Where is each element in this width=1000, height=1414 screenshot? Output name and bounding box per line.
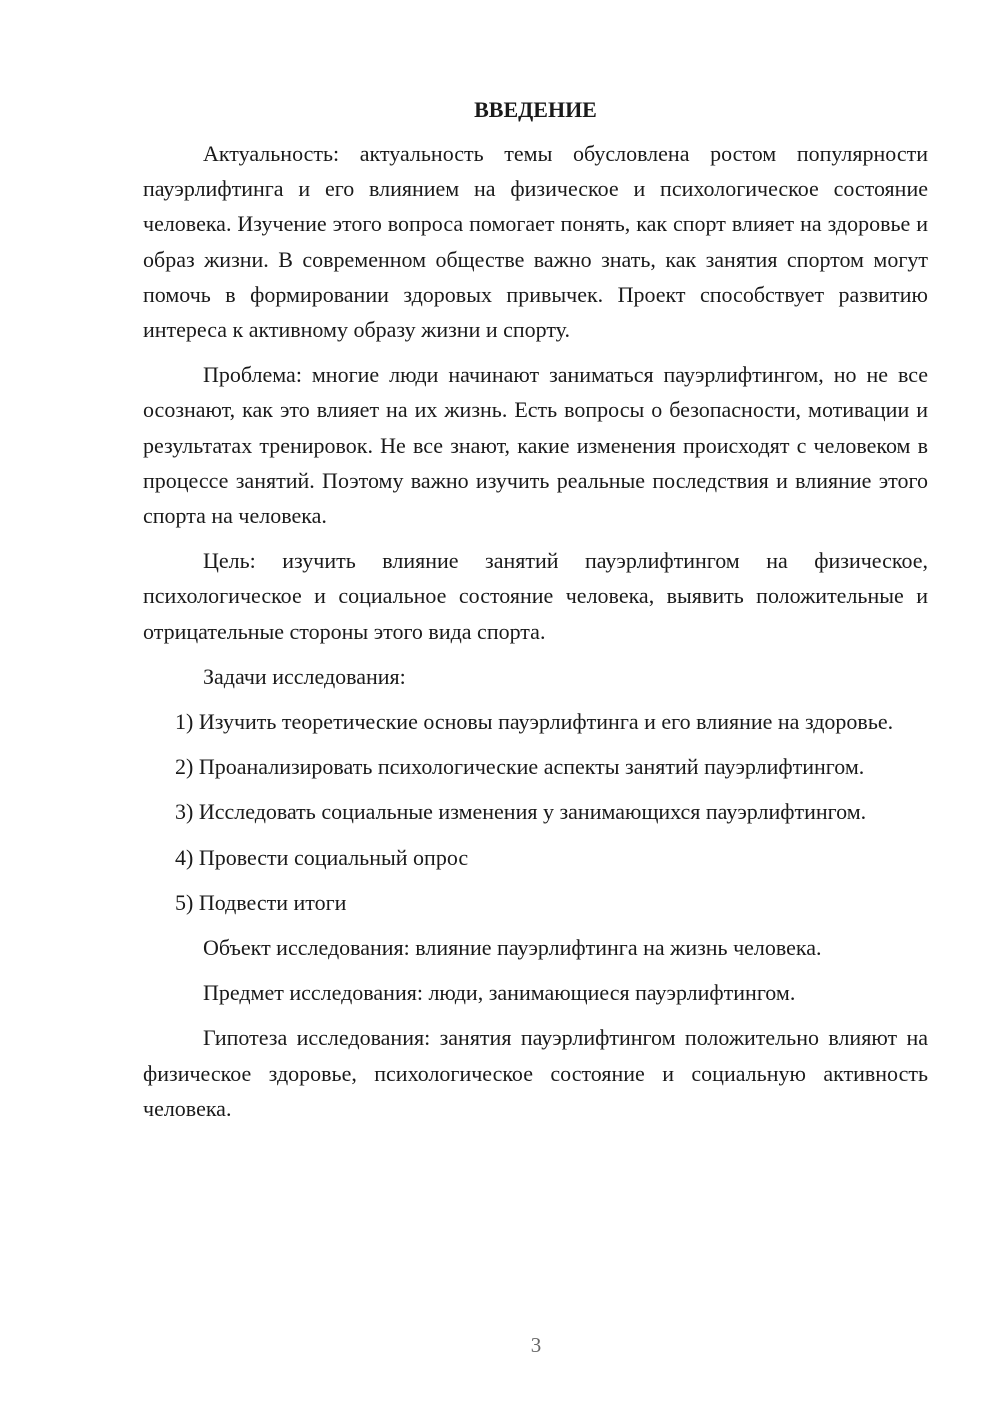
- task-item-5: 5) Подвести итоги: [175, 889, 347, 915]
- section-title: ВВЕДЕНИЕ: [474, 97, 597, 122]
- subject-paragraph: Предмет исследования: люди, занимающиеся пауэрлифтингом.: [203, 980, 796, 1006]
- task-item-3: 3) Исследовать социальные изменения у занимающихся пауэрлифтингом.: [175, 799, 867, 825]
- tasks-heading: Задачи исследования:: [203, 663, 406, 689]
- relevance-paragraph: Актуальность: актуальность темы обусловлена ростом популярности пауэрлифтинга и его влиянием на физическое и психологическое состояние человека. Изучение этого вопроса помогает понять, как спорт влияет на здоровье и образ жизни. В современном обществе важно знать, как занятия спортом могут помочь в формировании здоровых привычек. Проект способствует развитию интереса к активному образу жизни и спорту.: [143, 141, 928, 343]
- task-item-1: 1) Изучить теоретические основы пауэрлифтинга и его влияние на здоровье.: [175, 709, 894, 735]
- goal-paragraph: Цель: изучить влияние занятий пауэрлифтингом на физическое, психологическое и социальное состояние человека, выявить положительные и отрицательные стороны этого вида спорта.: [143, 548, 928, 644]
- task-item-2: 2) Проанализировать психологические аспекты занятий пауэрлифтингом.: [175, 754, 865, 780]
- hypothesis-paragraph: Гипотеза исследования: занятия пауэрлифтингом положительно влияют на физическое здоровье, психологическое состояние и социальную активность человека.: [143, 1025, 928, 1121]
- object-paragraph: Объект исследования: влияние пауэрлифтинга на жизнь человека.: [203, 935, 822, 961]
- task-item-4: 4) Провести социальный опрос: [175, 844, 469, 870]
- problem-paragraph: Проблема: многие люди начинают заниматься пауэрлифтингом, но не все осознают, как это влияет на их жизнь. Есть вопросы о безопасности, мотивации и результатах тренировок. Не все знают, какие изменения происходят с человеком в процессе занятий. Поэтому важно изучить реальные последствия и влияние этого спорта на человека.: [143, 362, 928, 529]
- document-page: [143, 92, 928, 1136]
- page-number: 3: [530, 1333, 542, 1357]
